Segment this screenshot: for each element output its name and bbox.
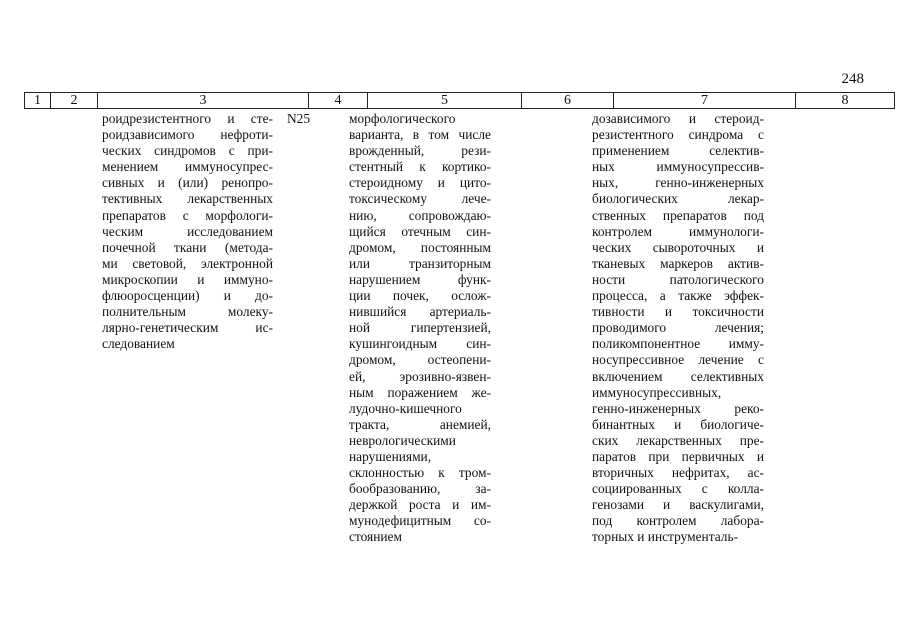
text-line: ческих синдромов с при- <box>102 143 273 159</box>
text-line: микроскопии и иммуно- <box>102 271 273 287</box>
text-line: флюоросценции) и до- <box>102 288 273 304</box>
text-line: биологических лекар- <box>592 191 764 207</box>
column-3-text <box>102 111 273 352</box>
text-line: стоянием <box>349 529 402 545</box>
text-line: ции почек, ослож- <box>349 288 491 304</box>
text-line: дромом, остеопени- <box>349 352 491 368</box>
text-line: нарушением функ- <box>349 271 491 287</box>
text-line: проводимого лечения; <box>592 320 764 336</box>
text-line: щийся отечным син- <box>349 223 491 239</box>
text-line: социированных с колла- <box>592 481 764 497</box>
text-line: токсическому лече- <box>349 191 491 207</box>
text-line: ми световой, электронной <box>102 255 273 271</box>
table-header-row <box>24 92 895 109</box>
header-cell-5: 5 <box>367 93 521 108</box>
text-line: лудочно-кишечного <box>349 400 462 416</box>
text-line: мунодефицитным со- <box>349 513 491 529</box>
text-line: ности патологического <box>592 271 764 287</box>
header-cell-6: 6 <box>521 93 613 108</box>
text-line: тканевых маркеров актив- <box>592 255 764 271</box>
text-line: включением селективных <box>592 368 764 384</box>
column-4-code: N25 <box>287 111 311 126</box>
text-line: под контролем лабора- <box>592 513 764 529</box>
text-line: тективных лекарственных <box>102 191 273 207</box>
header-cell-3: 3 <box>97 93 308 108</box>
text-line: кушингоидным син- <box>349 336 491 352</box>
text-line: ной гипертензией, <box>349 320 491 336</box>
page-number: 248 <box>841 71 864 87</box>
header-cell-4: 4 <box>308 93 367 108</box>
text-line: ей, эрозивно-язвен- <box>349 368 491 384</box>
text-line: ных иммуносупрессив- <box>592 159 764 175</box>
text-line: тивности и токсичности <box>592 304 764 320</box>
text-line: дозависимого и стероид- <box>592 111 764 126</box>
text-line: роидрезистентного и сте- <box>102 111 273 126</box>
text-line: ных, генно-инженерных <box>592 175 764 191</box>
text-line: роидзависимого нефроти- <box>102 127 273 143</box>
text-line: сивных и (или) ренопро- <box>102 175 273 191</box>
header-cell-1: 1 <box>34 93 41 108</box>
text-line: морфологического <box>349 111 456 126</box>
text-line: почечной ткани (метода- <box>102 239 273 255</box>
text-line: генно-инженерных реко- <box>592 400 764 416</box>
text-line: иммуносупрессивных, <box>592 384 722 400</box>
text-line: носупрессивное лечение с <box>592 352 764 368</box>
text-line: ческих сывороточных и <box>592 239 764 255</box>
text-line: ческим исследованием <box>102 223 273 239</box>
text-line: врожденный, рези- <box>349 143 491 159</box>
text-line: вторичных нефритах, ас- <box>592 465 764 481</box>
text-line: стентный к кортико- <box>349 159 491 175</box>
text-line: или транзиторным <box>349 255 491 271</box>
text-line: препаратов с морфологи- <box>102 207 273 223</box>
text-line: ственных препаратов под <box>592 207 764 223</box>
text-line: процесса, а также эффек- <box>592 288 764 304</box>
text-line: склонностью к тром- <box>349 465 491 481</box>
header-cell-2: 2 <box>50 93 97 108</box>
text-line: стероидному и цито- <box>349 175 491 191</box>
column-5-text <box>349 111 491 546</box>
text-line: генозами и васкулигами, <box>592 497 764 513</box>
text-line: бинантных и биологиче- <box>592 416 764 432</box>
column-7-text <box>592 111 764 546</box>
text-line: торных и инструменталь- <box>592 529 739 545</box>
header-cell-8: 8 <box>795 93 894 108</box>
text-line: лярно-генетическим ис- <box>102 320 273 336</box>
text-line: варианта, в том числе <box>349 127 491 143</box>
header-cell-7: 7 <box>613 93 795 108</box>
text-line: ным поражением же- <box>349 384 491 400</box>
text-line: нившийся артериаль- <box>349 304 491 320</box>
text-line: контролем иммунологи- <box>592 223 764 239</box>
text-line: дромом, постоянным <box>349 239 491 255</box>
text-line: применением селектив- <box>592 143 764 159</box>
text-line: менением иммуносупрес- <box>102 159 273 175</box>
text-line: паратов при первичных и <box>592 448 764 464</box>
text-line: резистентного синдрома с <box>592 127 764 143</box>
text-line: следованием <box>102 336 175 352</box>
text-line: неврологическими <box>349 432 456 448</box>
text-line: бообразованию, за- <box>349 481 491 497</box>
text-line: ских лекарственных пре- <box>592 432 764 448</box>
text-line: нарушениями, <box>349 448 432 464</box>
text-line: тракта, анемией, <box>349 416 491 432</box>
text-line: держкой роста и им- <box>349 497 491 513</box>
text-line: полнительным молеку- <box>102 304 273 320</box>
text-line: нию, сопровождаю- <box>349 207 491 223</box>
text-line: поликомпонентное имму- <box>592 336 764 352</box>
